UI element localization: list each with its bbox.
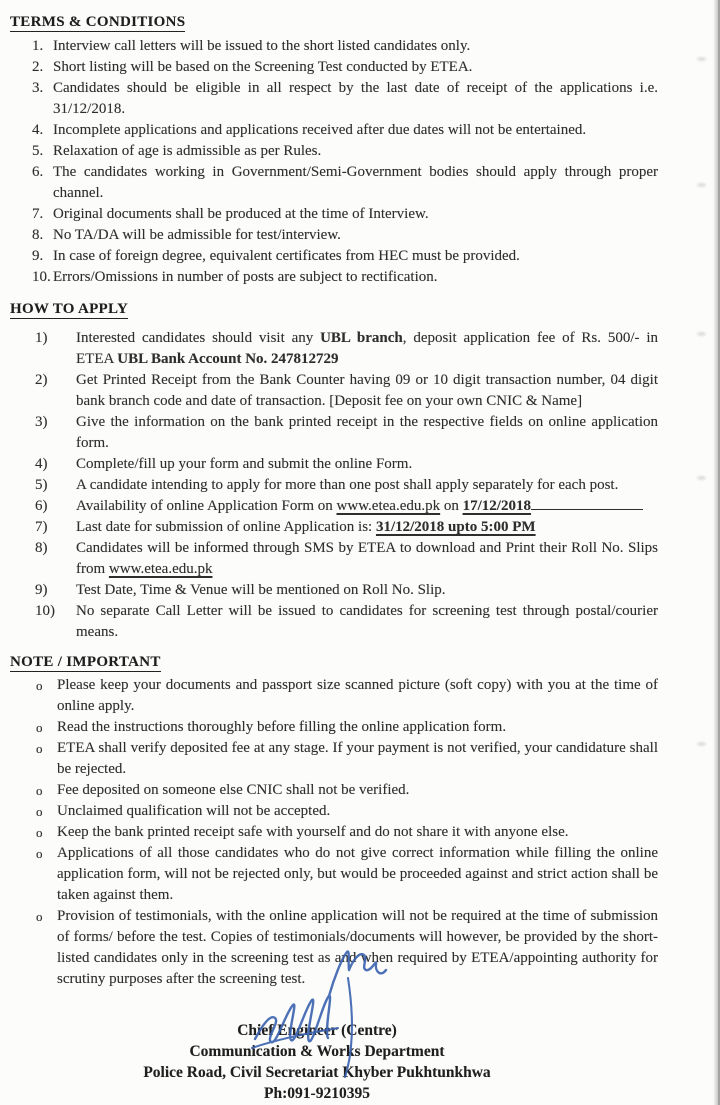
- list-marker: o: [36, 741, 43, 756]
- note-heading: [10, 651, 658, 673]
- text-segment: Interview call letters will be issued to the short listed candidates only.: [53, 38, 471, 54]
- list-marker: 6.: [32, 164, 44, 180]
- text-segment: 31/12/2018 upto 5:00 PM: [375, 519, 536, 535]
- list-marker: o: [36, 720, 43, 735]
- text-segment: Relaxation of age is admissible as per Rules.: [53, 143, 322, 159]
- list-item-text: [57, 822, 658, 843]
- list-item: [36, 822, 658, 843]
- text-segment: The candidates working in Government/Semi-Government bodies should apply through proper channel.: [53, 164, 658, 201]
- list-item-text: [57, 843, 658, 906]
- signatory-phone: Ph:091-9210395: [264, 1085, 370, 1102]
- list-item: [36, 906, 658, 990]
- signatory-address: Police Road, Civil Secretariat Khyber Pukhtunkhwa: [143, 1064, 491, 1081]
- scan-smudge: [697, 742, 706, 746]
- list-item: [36, 738, 658, 780]
- note-list: [10, 675, 658, 990]
- text-segment: Unclaimed qualification will not be accepted.: [57, 803, 331, 819]
- list-marker: 1): [35, 330, 48, 346]
- how-to-apply-heading: [10, 298, 658, 320]
- how-to-apply-heading-text: HOW TO APPLY: [10, 301, 129, 317]
- list-item: [32, 225, 658, 246]
- text-segment: , deposit application fee of Rs. 500/- in ETEA: [76, 330, 658, 367]
- list-marker: 10.: [32, 269, 51, 285]
- list-item: [32, 78, 658, 120]
- text-segment: ETEA shall verify deposited fee at any stage. If your payment is not verified, your candidature shall be rejected.: [57, 740, 658, 777]
- terms-heading-text: TERMS & CONDITIONS: [10, 14, 186, 30]
- list-item-text: [57, 906, 658, 990]
- list-item: [36, 675, 658, 717]
- list-item-text: [53, 162, 658, 204]
- list-item-text: [53, 246, 658, 267]
- signatory-department: Communication & Works Department: [189, 1043, 445, 1060]
- list-item: [32, 267, 658, 288]
- list-item-text: [76, 328, 658, 370]
- list-marker: 8.: [32, 227, 44, 243]
- list-item-text: [57, 801, 658, 822]
- text-segment: Test Date, Time & Venue will be mentioned on Roll No. Slip.: [76, 582, 446, 598]
- text-segment: Keep the bank printed receipt safe with yourself and do not share it with anyone else.: [57, 824, 569, 840]
- list-marker: o: [36, 846, 43, 861]
- list-item: [32, 36, 658, 57]
- list-item-text: [76, 601, 658, 643]
- list-item: [36, 801, 658, 822]
- url-text: www.etea.edu.pk: [108, 561, 213, 577]
- list-item-text: [76, 412, 658, 454]
- list-item-text: [76, 517, 658, 538]
- list-marker: 5): [35, 477, 48, 493]
- list-item: [35, 580, 658, 601]
- list-item-text: [76, 454, 658, 475]
- list-marker: 9.: [32, 248, 44, 264]
- list-item-text: [76, 475, 658, 496]
- text-segment: Please keep your documents and passport size scanned picture (soft copy) with you at the time of online apply.: [57, 677, 658, 714]
- text-segment: Provision of testimonials, with the online application will not be required at the time of submission of forms/ before the test. Copies of testimonials/documents will however, be provided by the short-listed candidates only in the screening test as and when required by ETEA/appointing authority for scrutiny purposes after the screening test.: [57, 908, 658, 987]
- text-segment: Errors/Omissions in number of posts are subject to rectification.: [53, 269, 438, 285]
- list-item-text: [53, 120, 658, 141]
- text-segment: Short listing will be based on the Screening Test conducted by ETEA.: [53, 59, 473, 75]
- text-segment: A candidate intending to apply for more than one post shall apply separately for each post.: [76, 477, 619, 493]
- signatory-title: Chief Engineer (Centre): [237, 1022, 397, 1039]
- list-marker: 1.: [32, 38, 44, 54]
- list-item: [32, 57, 658, 78]
- text-segment: Applications of all those candidates who do not give correct information while filling the online application form, will not be rejected only, but would be proceeded against and strict action shall be taken against them.: [57, 845, 658, 903]
- scan-smudge: [697, 476, 706, 480]
- text-segment: Fee deposited on someone else CNIC shall not be verified.: [57, 782, 410, 798]
- list-item: [35, 496, 658, 517]
- list-item: [36, 717, 658, 738]
- list-item: [35, 454, 658, 475]
- note-heading-text: NOTE / IMPORTANT: [10, 654, 161, 670]
- list-item-text: [53, 36, 658, 57]
- text-segment: Give the information on the bank printed receipt in the respective fields on online application form.: [76, 414, 658, 451]
- list-marker: o: [36, 678, 43, 693]
- list-marker: 6): [35, 498, 48, 514]
- text-segment: Read the instructions thoroughly before filling the online application form.: [57, 719, 507, 735]
- list-item-text: [53, 78, 658, 120]
- list-item-text: [76, 580, 658, 601]
- url-text: www.etea.edu.pk: [336, 498, 441, 514]
- text-segment: 17/12/2018: [462, 498, 531, 514]
- list-item-text: [53, 141, 658, 162]
- list-item: [35, 601, 658, 643]
- text-segment: Candidates should be eligible in all respect by the last date of receipt of the applications i.e. 31/12/2018.: [53, 80, 658, 117]
- list-marker: 4): [35, 456, 48, 472]
- text-segment: No TA/DA will be admissible for test/interview.: [53, 227, 341, 243]
- list-item-text: [76, 538, 658, 580]
- list-item: [32, 162, 658, 204]
- signature-block: [0, 1020, 641, 1104]
- list-marker: 10): [35, 603, 55, 619]
- list-marker: 8): [35, 540, 48, 556]
- scan-smudge: [697, 57, 706, 61]
- list-marker: 7.: [32, 206, 44, 222]
- list-item: [35, 412, 658, 454]
- list-item: [32, 204, 658, 225]
- terms-heading: [10, 11, 658, 33]
- list-item: [35, 538, 658, 580]
- text-segment: UBL Bank Account No. 247812729: [117, 351, 339, 367]
- text-segment: Interested candidates should visit any: [76, 330, 321, 346]
- text-segment: Original documents shall be produced at the time of Interview.: [53, 206, 429, 222]
- list-item-text: [76, 370, 658, 412]
- list-item: [35, 328, 658, 370]
- text-segment: UBL branch: [320, 330, 403, 346]
- list-item: [32, 120, 658, 141]
- how-to-apply-list: [10, 328, 658, 643]
- list-marker: 9): [35, 582, 48, 598]
- list-marker: 2): [35, 372, 48, 388]
- list-item-text: [57, 780, 658, 801]
- list-marker: o: [36, 804, 43, 819]
- list-marker: o: [36, 783, 43, 798]
- text-segment: Last date for submission of online Application is:: [76, 519, 376, 535]
- list-marker: 2.: [32, 59, 44, 75]
- list-item-text: [53, 57, 658, 78]
- list-item: [35, 475, 658, 496]
- list-item-text: [76, 496, 658, 517]
- list-item-text: [57, 738, 658, 780]
- scan-smudge: [697, 332, 706, 336]
- list-marker: 5.: [32, 143, 44, 159]
- list-item: [36, 843, 658, 906]
- list-item-text: [53, 225, 658, 246]
- list-item: [35, 370, 658, 412]
- text-segment: Get Printed Receipt from the Bank Counter having 09 or 10 digit transaction number, 04 digit bank branch code and date of transaction. [Deposit fee on your own CNIC & Name]: [76, 372, 658, 409]
- list-item: [36, 780, 658, 801]
- list-marker: 3.: [32, 80, 44, 96]
- list-item: [32, 141, 658, 162]
- list-marker: 7): [35, 519, 48, 535]
- list-item-text: [57, 717, 658, 738]
- text-segment: on: [440, 498, 463, 514]
- list-marker: o: [36, 825, 43, 840]
- list-marker: o: [36, 909, 43, 924]
- text-segment: [531, 496, 643, 510]
- list-item-text: [53, 267, 658, 288]
- text-segment: Availability of online Application Form on: [76, 498, 337, 514]
- terms-list: [10, 36, 658, 288]
- list-marker: 4.: [32, 122, 44, 138]
- scan-smudge: [697, 183, 706, 187]
- text-segment: In case of foreign degree, equivalent certificates from HEC must be provided.: [53, 248, 520, 264]
- text-segment: Complete/fill up your form and submit the online Form.: [76, 456, 413, 472]
- list-item-text: [53, 204, 658, 225]
- text-segment: No separate Call Letter will be issued to candidates for screening test through postal/courier means.: [76, 603, 658, 640]
- list-item: [32, 246, 658, 267]
- text-segment: Incomplete applications and applications received after due dates will not be entertained.: [53, 122, 587, 138]
- list-marker: 3): [35, 414, 48, 430]
- list-item-text: [57, 675, 658, 717]
- text-segment: Candidates will be informed through SMS by ETEA to download and Print their Roll No. Slips from: [76, 540, 658, 577]
- list-item: [35, 517, 658, 538]
